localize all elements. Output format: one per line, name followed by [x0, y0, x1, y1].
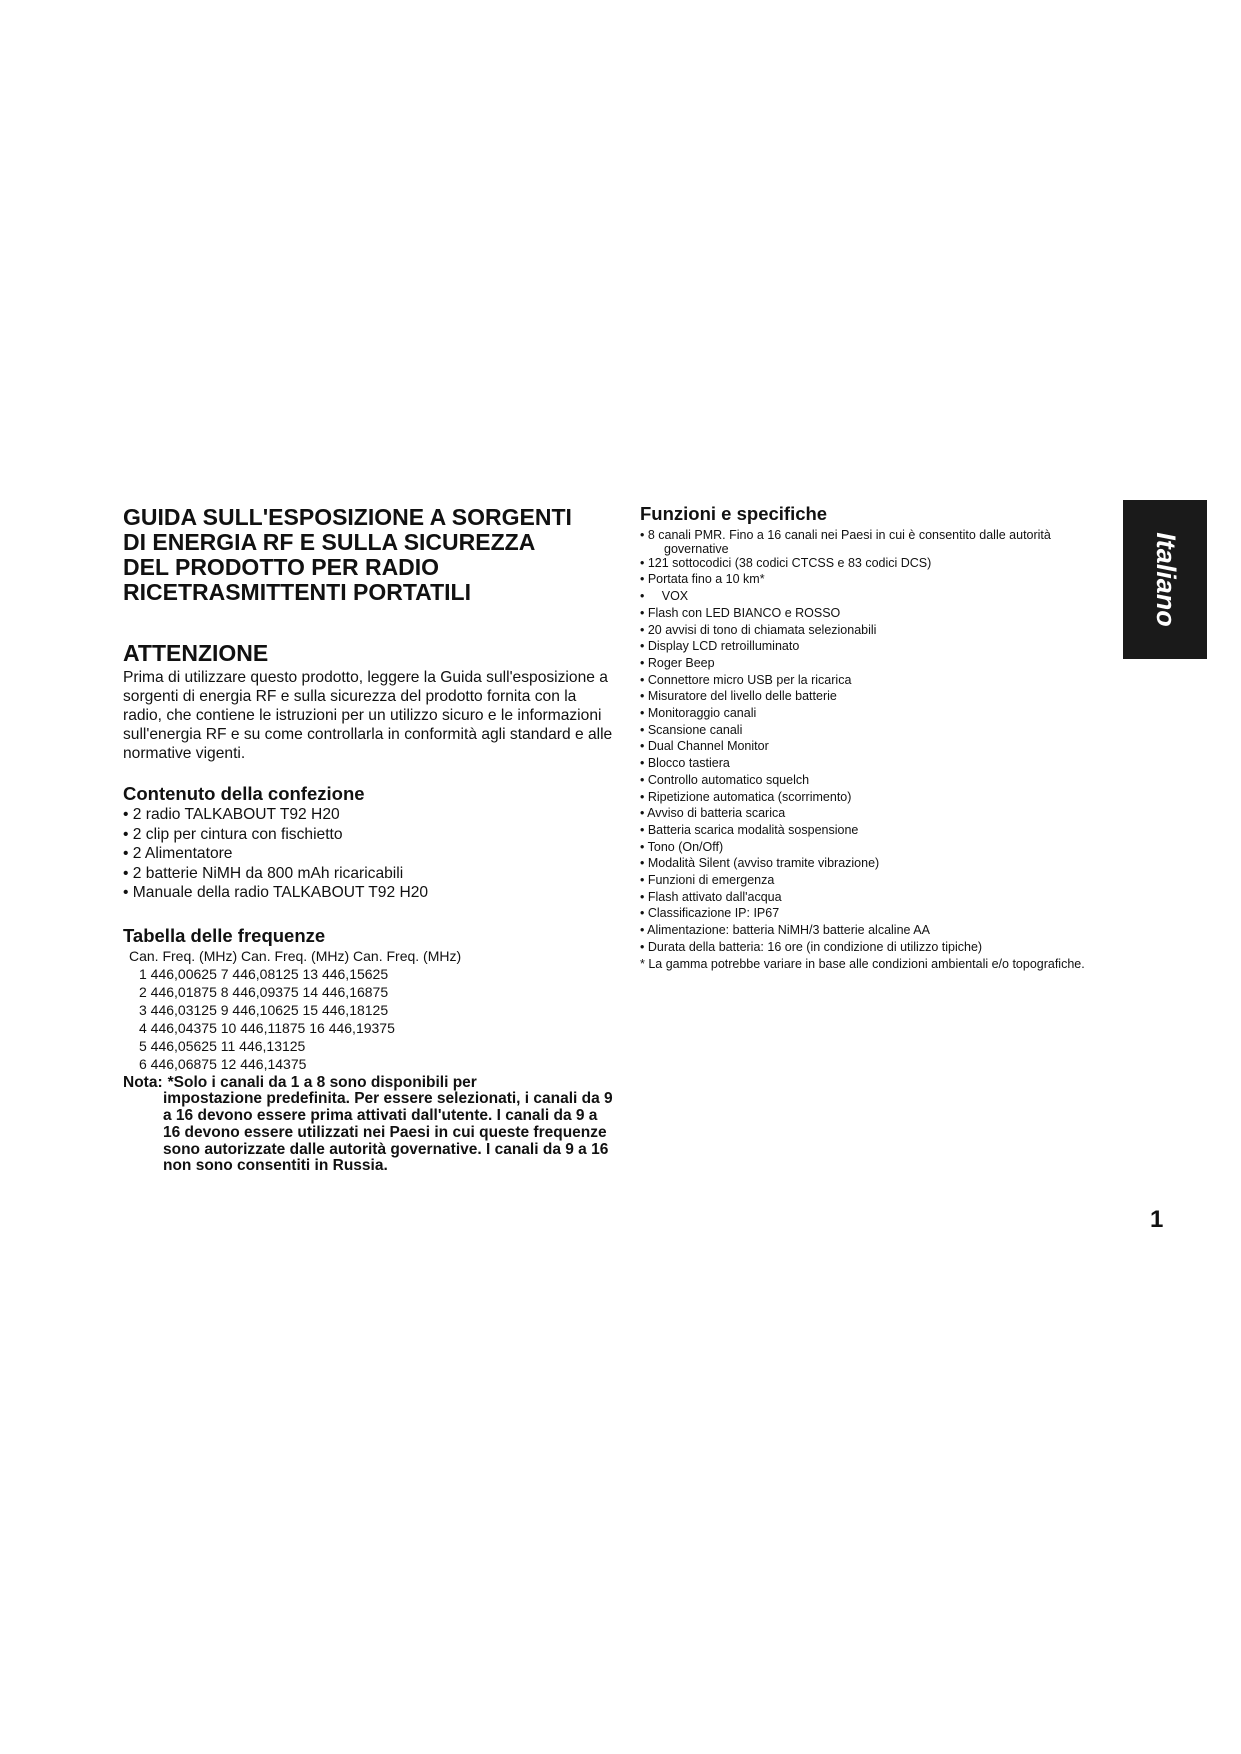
left-column	[123, 505, 618, 1175]
page-title: GUIDA SULL'ESPOSIZIONE A SORGENTI DI ENERGIA RF E SULLA SICUREZZA DEL PRODOTTO PER RADIO RICETRASMITTENTI PORTATILI	[123, 504, 572, 605]
list-item: • Ripetizione automatica (scorrimento)	[640, 789, 852, 804]
list-item: • Display LCD retroilluminato	[640, 639, 800, 654]
list-item: • Classificazione IP: IP67	[640, 906, 780, 921]
list-item: • Manuale della radio TALKABOUT T92 H20	[123, 884, 429, 901]
right-column	[640, 503, 1110, 972]
list-item: • Flash con LED BIANCO e ROSSO	[640, 605, 841, 620]
features-heading: Funzioni e specifiche	[640, 503, 828, 524]
note-continuation	[123, 1091, 618, 1175]
language-tab	[1123, 500, 1207, 659]
list-item-text: • 8 canali PMR. Fino a 16 canali nei Paesi in cui è consentito dalle autorità	[640, 528, 1051, 542]
list-item: • VOX	[640, 589, 689, 604]
table-row: 4 446,04375 10 446,11875 16 446,19375	[139, 1019, 395, 1036]
table-row: 5 446,05625 11 446,13125	[139, 1037, 306, 1054]
list-item: • Modalità Silent (avviso tramite vibrazione)	[640, 856, 880, 871]
attention-text: Prima di utilizzare questo prodotto, leggere la Guida sull'esposizione a sorgenti di energia RF e sulla sicurezza del prodotto fornita con la radio, che contiene le istruzioni per un utilizzo sicuro e le informazioni sull'energia RF e su come controllarla in conformità agli standard e alle normative vigenti.	[123, 669, 613, 762]
table-row: 6 446,06875 12 446,14375	[139, 1055, 307, 1072]
list-item: • 2 radio TALKABOUT T92 H20	[123, 806, 340, 823]
list-item: • Funzioni di emergenza	[640, 873, 775, 888]
attention-heading: ATTENZIONE	[123, 640, 269, 666]
note-text-rest: impostazione predefinita. Per essere selezionati, i canali da 9 a 16 devono essere prima attivati dall'utente. I canali da 9 a 16 devono essere utilizzati nei Paesi in cui queste frequenze sono autorizzate dalle autorità governative. I canali da 9 a 16 non sono consentiti in Russia.	[163, 1090, 613, 1175]
list-item: • Tono (On/Off)	[640, 839, 724, 854]
page-number: 1	[1150, 1206, 1164, 1233]
language-tab-label: Italiano	[1150, 532, 1181, 627]
table-row: 2 446,01875 8 446,09375 14 446,16875	[139, 983, 389, 1000]
table-row: 1 446,00625 7 446,08125 13 446,15625	[139, 965, 389, 982]
list-item: • Roger Beep	[640, 655, 715, 670]
list-item-continuation: governative	[664, 541, 729, 556]
frequency-table-header: Can. Freq. (MHz) Can. Freq. (MHz) Can. Freq. (MHz)	[129, 947, 462, 964]
list-item: • 2 Alimentatore	[123, 845, 233, 862]
list-item: • Scansione canali	[640, 722, 743, 737]
frequency-table	[123, 947, 618, 1073]
note	[123, 1075, 618, 1092]
note-text-first: *Solo i canali da 1 a 8 sono disponibili per	[167, 1073, 477, 1091]
note-label: Nota:	[123, 1073, 163, 1091]
table-row: 3 446,03125 9 446,10625 15 446,18125	[139, 1001, 389, 1018]
range-footnote: * La gamma potrebbe variare in base alle condizioni ambientali e/o topografiche.	[640, 956, 1085, 971]
list-item: • 2 clip per cintura con fischietto	[123, 825, 343, 843]
list-item	[640, 527, 1110, 555]
list-item: • Avviso di batteria scarica	[640, 806, 786, 821]
features-list	[640, 527, 1110, 956]
list-item: • Portata fino a 10 km*	[640, 572, 765, 587]
list-item: • Connettore micro USB per la ricarica	[640, 672, 852, 687]
contents-list	[123, 805, 618, 903]
list-item: • Blocco tastiera	[640, 756, 730, 771]
list-item: • 20 avvisi di tono di chiamata selezionabili	[640, 622, 877, 637]
list-item: • Flash attivato dall'acqua	[640, 889, 782, 904]
list-item: • 2 batterie NiMH da 800 mAh ricaricabili	[123, 864, 404, 882]
list-item: • Batteria scarica modalità sospensione	[640, 822, 859, 837]
list-item: • Durata della batteria: 16 ore (in condizione di utilizzo tipiche)	[640, 939, 983, 954]
list-item: • 121 sottocodici (38 codici CTCSS e 83 codici DCS)	[640, 555, 932, 570]
list-item: • Alimentazione: batteria NiMH/3 batterie alcaline AA	[640, 923, 930, 938]
list-item: • Misuratore del livello delle batterie	[640, 689, 837, 704]
list-item: • Controllo automatico squelch	[640, 772, 810, 787]
list-item: • Dual Channel Monitor	[640, 739, 769, 754]
note-body	[168, 1075, 618, 1092]
contents-heading: Contenuto della confezione	[123, 783, 365, 804]
frequency-table-heading: Tabella delle frequenze	[123, 924, 326, 946]
list-item: • Monitoraggio canali	[640, 706, 757, 721]
